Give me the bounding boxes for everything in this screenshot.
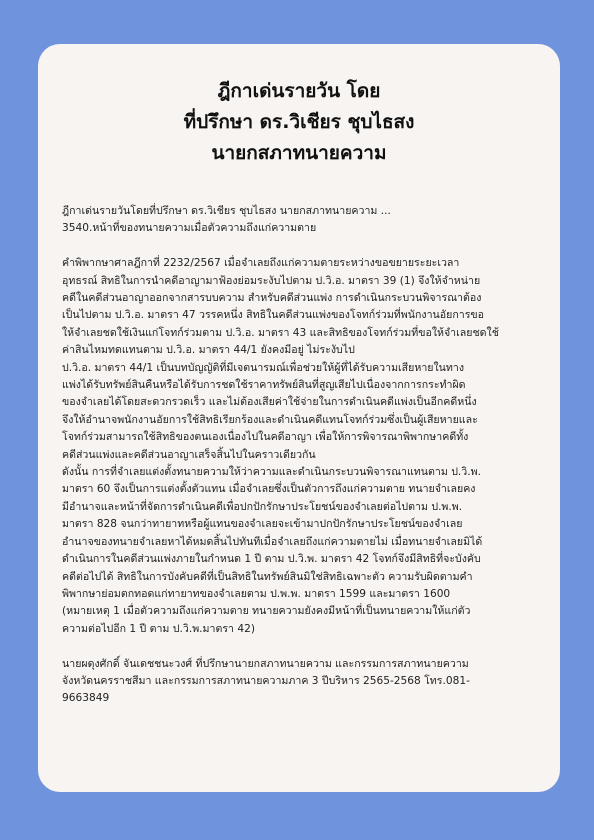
- body-line: ความต่อไปอีก 1 ปี ตาม ป.วิ.พ.มาตรา 42): [62, 622, 255, 635]
- author-footer: [62, 656, 548, 708]
- body-line: คดีในคดีส่วนอาญาออกจากสารบบความ สำหรับคดีส่วนแพ่ง การดำเนินกระบวนพิจารณาต้อง: [62, 292, 482, 305]
- page-title: [38, 76, 560, 169]
- body-line: อุทธรณ์ สิทธิในการนำคดีอาญามาฟ้องย่อมระงับไปตาม ป.วิ.อ. มาตรา 39 (1) จึงให้จำหน่าย: [62, 274, 481, 287]
- intro-line: 3540.หน้าที่ของทนายความเมื่อตัวความถึงแก่ความตาย: [62, 222, 317, 235]
- body-line: โจทก์ร่วมสามารถใช้สิทธิของตนเองเนื่องไปในคดีอาญา เพื่อให้การพิจารณาพิพากษาคดีทั้ง: [62, 431, 469, 444]
- post-card: [38, 44, 560, 792]
- article-content: [62, 203, 548, 708]
- body-line: แพ่งได้รับทรัพย์สินคืนหรือได้รับการชดใช้ราคาทรัพย์สินที่สูญเสียไปเนื่องจากการกระทำผิด: [62, 379, 466, 392]
- footer-line: จังหวัดนครราชสีมา และกรรมการสภาทนายความภาค 3 ปีบริหาร 2565-2568 โทร.081-: [62, 674, 470, 687]
- body-line: ของจำเลยได้โดยสะดวกรวดเร็ว และไม่ต้องเสียค่าใช้จ่ายในการดำเนินคดีแพ่งเป็นอีกคดีหนึ่ง: [62, 396, 477, 409]
- body-line: ให้จำเลยชดใช้เงินแก่โจทก์ร่วมตาม ป.วิ.อ. มาตรา 43 และสิทธิของโจทก์ร่วมที่ขอให้จำเลยชดใช้: [62, 326, 499, 339]
- body-line: ค่าสินไหมทดแทนตาม ป.วิ.อ. มาตรา 44/1 ยังคงมีอยู่ ไม่ระงับไป: [62, 344, 355, 357]
- body-line: มาตรา 60 จึงเป็นการแต่งตั้งตัวแทน เมื่อจำเลยซึ่งเป็นตัวการถึงแก่ความตาย ทนายจำเลยคง: [62, 483, 476, 496]
- title-line-2: ที่ปรึกษา ดร.วิเชียร ชุบไธสง: [183, 111, 415, 133]
- body-line: มาตรา 828 จนกว่าทายาทหรือผู้แทนของจำเลยจะเข้ามาปกปักรักษาประโยชน์ของจำเลย: [62, 518, 463, 531]
- body-line: พิพากษาย่อมตกทอดแก่ทายาทของจำเลยตาม ป.พ.พ. มาตรา 1599 และมาตรา 1600: [62, 587, 451, 600]
- body-line: ป.วิ.อ. มาตรา 44/1 เป็นบทบัญญัติที่มีเจตนารมณ์เพื่อช่วยให้ผู้ที่ได้รับความเสียหายในทาง: [62, 361, 464, 374]
- body-line: มีอำนาจและหน้าที่จัดการดำเนินคดีเพื่อปกปักรักษาประโยชน์ของจำเลยต่อไปตาม ป.พ.พ.: [62, 500, 463, 513]
- body-line: คดีส่วนแพ่งและคดีส่วนอาญาเสร็จสิ้นไปในคราวเดียวกัน: [62, 448, 316, 461]
- footer-line: 9663849: [62, 692, 110, 705]
- body-line: ดำเนินการในคดีส่วนแพ่งภายในกำหนด 1 ปี ตาม ป.วิ.พ. มาตรา 42 โจทก์จึงมีสิทธิที่จะบังคับ: [62, 553, 481, 566]
- paragraph-spacer: [62, 238, 548, 255]
- body-paragraph: [62, 255, 548, 638]
- body-line: (หมายเหตุ 1 เมื่อตัวความถึงแก่ความตาย ทนายความยังคงมีหน้าที่เป็นทนายความให้แก่ตัว: [62, 605, 471, 618]
- paragraph-spacer: [62, 638, 548, 655]
- footer-line: นายผดุงศักดิ์ จันเดชชนะวงศ์ ที่ปรึกษานายกสภาทนายความ และกรรมการสภาทนายความ: [62, 657, 469, 670]
- title-line-1: ฎีกาเด่นรายวัน โดย: [217, 80, 381, 102]
- body-line: เป็นไปตาม ป.วิ.อ. มาตรา 47 วรรคหนึ่ง สิทธิในคดีส่วนแพ่งของโจทก์ร่วมที่พนักงานอัยการขอ: [62, 309, 485, 322]
- body-line: อำนาจของทนายจำเลยหาได้หมดสิ้นไปทันทีเมื่อจำเลยถึงแก่ความตายไม่ เมื่อทนายจำเลยมิได้: [62, 535, 483, 548]
- body-line: คำพิพากษาศาลฎีกาที่ 2232/2567 เมื่อจำเลยถึงแก่ความตายระหว่างขอขยายระยะเวลา: [62, 257, 460, 270]
- body-line: ดังนั้น การที่จำเลยแต่งตั้งทนายความให้ว่าความและดำเนินกระบวนพิจารณาแทนตาม ป.วิ.พ.: [62, 466, 481, 479]
- intro-line: ฎีกาเด่นรายวันโดยที่ปรึกษา ดร.วิเชียร ชุบไธสง นายกสภาทนายความ ...: [62, 205, 391, 217]
- intro-paragraph: [62, 203, 548, 238]
- body-line: จึงให้อำนาจพนักงานอัยการใช้สิทธิเรียกร้องและดำเนินคดีแทนโจทก์ร่วมซึ่งเป็นผู้เสียหายและ: [62, 413, 478, 426]
- body-line: คดีต่อไปได้ สิทธิในการบังคับคดีที่เป็นสิทธิในทรัพย์สินมิใช่สิทธิเฉพาะตัว ความรับผิดตามคำ: [62, 570, 473, 583]
- title-line-3: นายกสภาทนายความ: [211, 142, 387, 164]
